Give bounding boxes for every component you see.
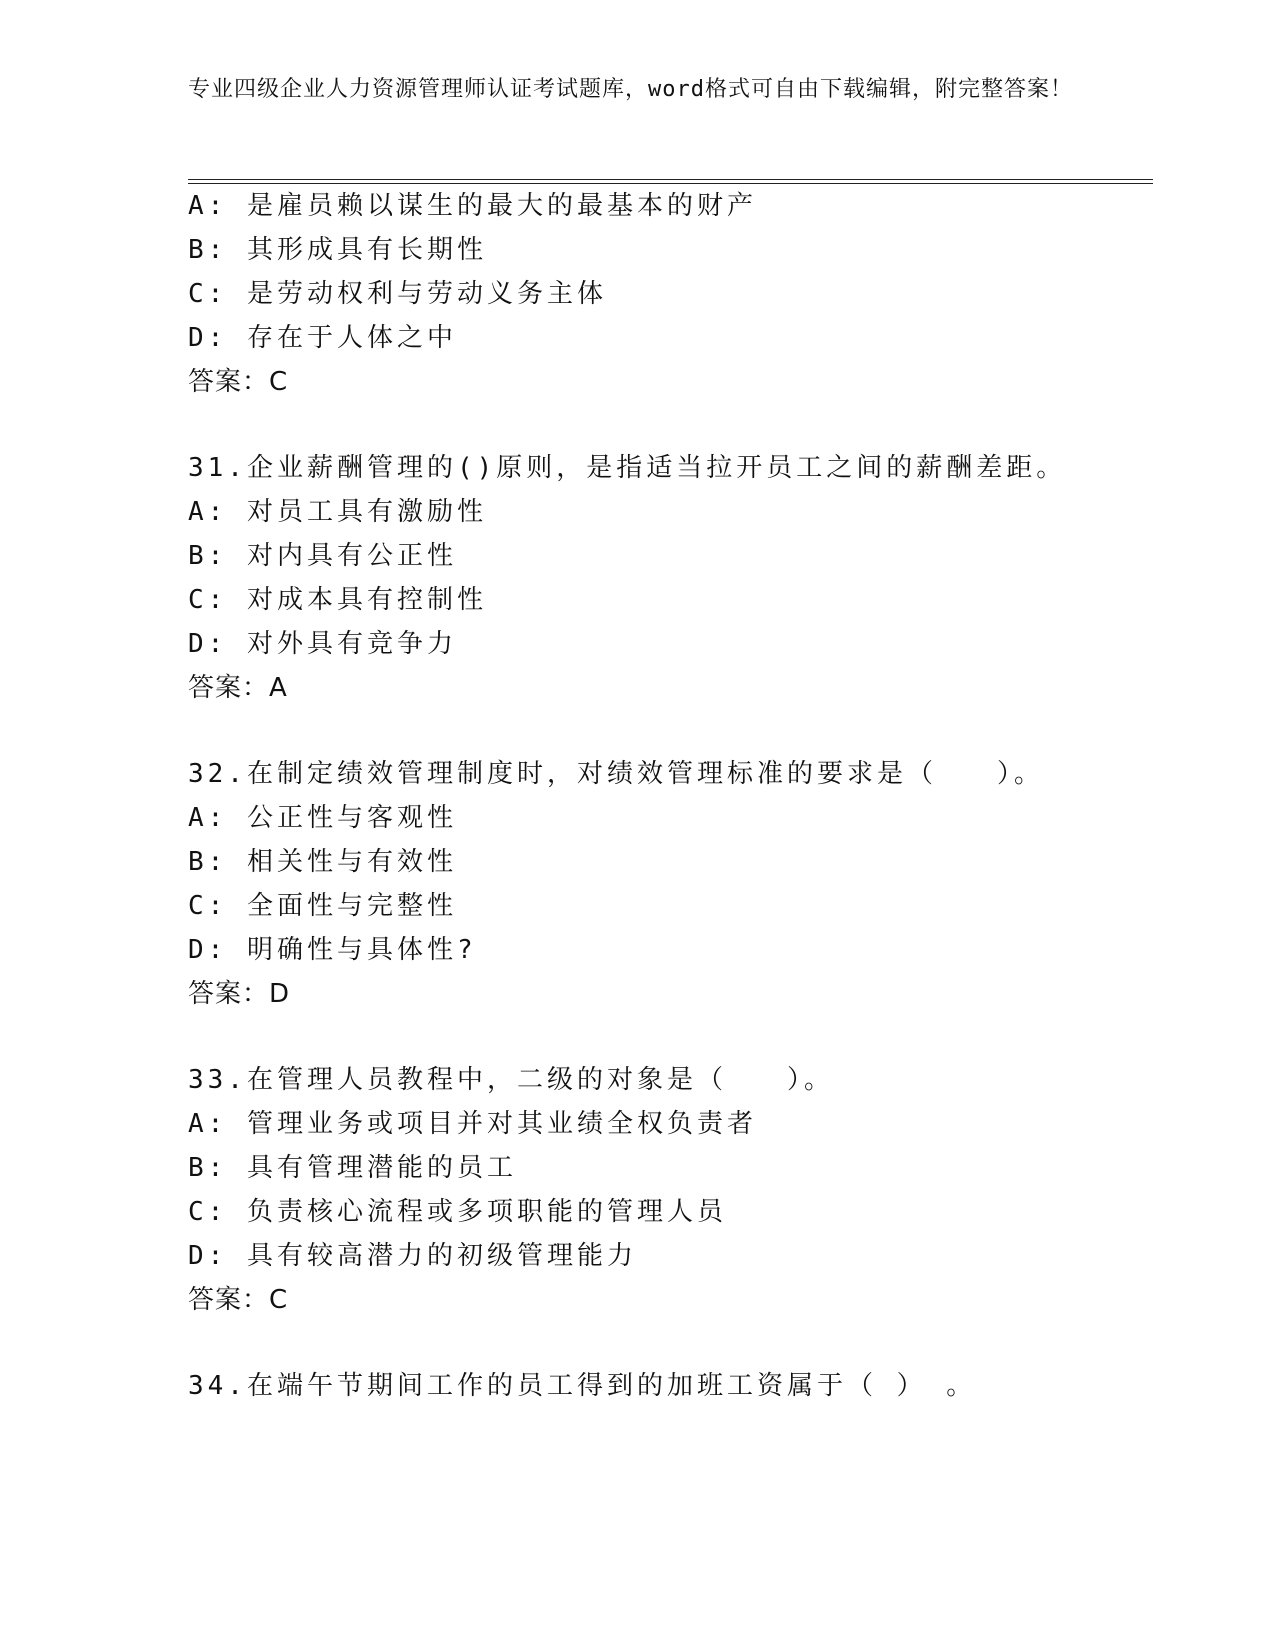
q32-option-b: B: 相关性与有效性 [188,847,457,877]
q31-question: 31.企业薪酬管理的()原则，是指适当拉开员工之间的薪酬差距。 [188,453,1067,483]
q31-option-b: B: 对内具有公正性 [188,541,457,571]
q32-question: 32.在制定绩效管理制度时，对绩效管理标准的要求是（ ）。 [188,759,1044,789]
q32-answer: 答案：D [188,979,291,1009]
q32-option-c: C: 全面性与完整性 [188,891,457,921]
q30-option-b: B: 其形成具有长期性 [188,235,487,265]
header-divider-bottom [188,183,1153,184]
q30-option-d: D: 存在于人体之中 [188,323,457,353]
q30-answer: 答案：C [188,367,289,397]
q33-option-a: A: 管理业务或项目并对其业绩全权负责者 [188,1109,757,1139]
header-divider-top [188,179,1153,180]
q33-option-c: C: 负责核心流程或多项职能的管理人员 [188,1197,727,1227]
q32-option-a: A: 公正性与客观性 [188,803,457,833]
q31-option-a: A: 对员工具有激励性 [188,497,487,527]
q31-option-c: C: 对成本具有控制性 [188,585,487,615]
q30-option-a: A: 是雇员赖以谋生的最大的最基本的财产 [188,191,757,221]
q33-answer: 答案：C [188,1285,289,1315]
document-header: 专业四级企业人力资源管理师认证考试题库，word格式可自由下载编辑，附完整答案！ [188,77,1073,102]
q33-question: 33.在管理人员教程中，二级的对象是（ ）。 [188,1065,834,1095]
q32-option-d: D: 明确性与具体性? [188,935,477,965]
q30-option-c: C: 是劳动权利与劳动义务主体 [188,279,607,309]
q31-option-d: D: 对外具有竞争力 [188,629,457,659]
q33-option-d: D: 具有较高潜力的初级管理能力 [188,1241,637,1271]
q31-answer: 答案：A [188,673,288,703]
q34-question: 34.在端午节期间工作的员工得到的加班工资属于（ ） 。 [188,1371,977,1401]
q33-option-b: B: 具有管理潜能的员工 [188,1153,517,1183]
